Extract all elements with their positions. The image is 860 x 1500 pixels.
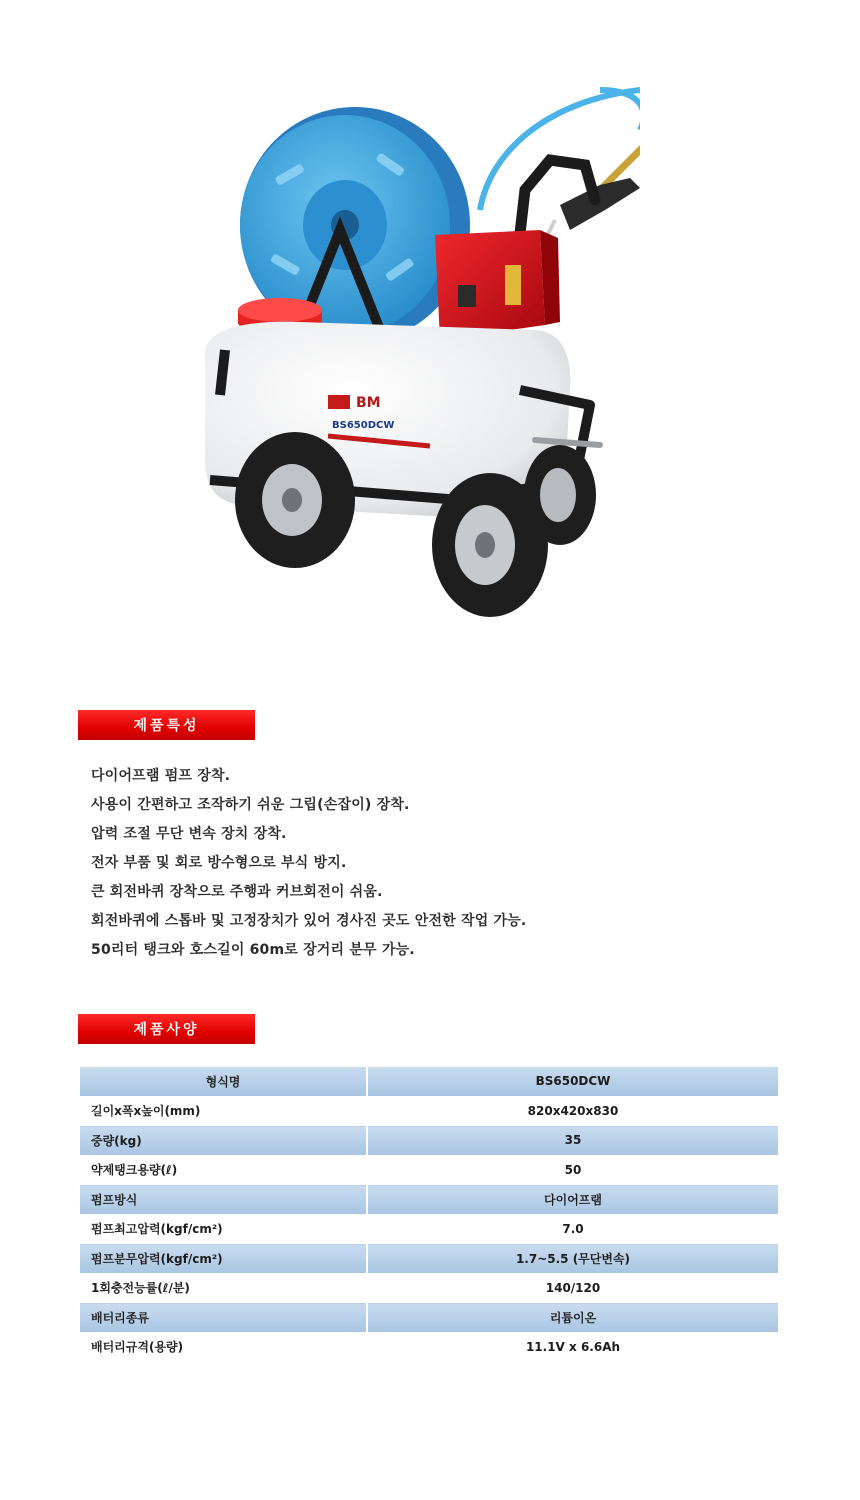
spec-key: 펌프방식: [80, 1185, 366, 1215]
spec-table: [80, 1067, 778, 1362]
table-row: [80, 1244, 778, 1274]
feature-item: 다이어프램 펌프 장착.: [91, 768, 231, 784]
tank-brand-label: BM: [356, 395, 381, 411]
sprayer-illustration: [180, 60, 640, 620]
spec-key: 배터리규격(용량): [80, 1332, 366, 1362]
table-row: [80, 1273, 778, 1303]
spec-value: 820x420x830: [368, 1096, 778, 1126]
feature-item: 회전바퀴에 스톱바 및 고정장치가 있어 경사진 곳도 안전한 작업 가능.: [91, 913, 527, 929]
feature-item: 큰 회전바퀴 장착으로 주행과 커브회전이 쉬움.: [91, 884, 383, 900]
feature-item: 50리터 탱크와 호스길이 60m로 장거리 분무 가능.: [91, 942, 415, 958]
spec-value: 50: [368, 1155, 778, 1185]
spec-key: 길이x폭x높이(mm): [80, 1096, 366, 1126]
features-list: [91, 762, 526, 965]
spec-value: 1.7~5.5 (무단변속): [368, 1244, 778, 1274]
product-image: [180, 60, 640, 620]
spec-value: 7.0: [368, 1214, 778, 1244]
spec-value: 11.1V x 6.6Ah: [368, 1332, 778, 1362]
tank-model-label: BS650DCW: [332, 420, 395, 431]
table-row: [80, 1185, 778, 1215]
spec-value: 다이어프램: [368, 1185, 778, 1215]
table-row: [80, 1303, 778, 1333]
table-row: [80, 1126, 778, 1156]
spec-value: 35: [368, 1126, 778, 1156]
spec-value: 140/120: [368, 1273, 778, 1303]
spec-key: 펌프최고압력(kgf/cm²): [80, 1214, 366, 1244]
table-row: [80, 1214, 778, 1244]
feature-item: 전자 부품 및 회로 방수형으로 부식 방지.: [91, 855, 347, 871]
spec-key: 펌프분무압력(kgf/cm²): [80, 1244, 366, 1274]
specs-section-header: 제품사양: [78, 1014, 255, 1044]
spec-value: 리튬이온: [368, 1303, 778, 1333]
table-row: [80, 1067, 778, 1096]
spec-key: 약제탱크용량(ℓ): [80, 1155, 366, 1185]
spec-value: BS650DCW: [368, 1067, 778, 1096]
feature-item: 압력 조절 무단 변속 장치 장착.: [91, 826, 287, 842]
spec-key: 형식명: [80, 1067, 366, 1096]
table-row: [80, 1155, 778, 1185]
features-section-header: 제품특성: [78, 710, 255, 740]
spec-key: 중량(kg): [80, 1126, 366, 1156]
table-row: [80, 1332, 778, 1362]
spec-key: 1회충전능률(ℓ/분): [80, 1273, 366, 1303]
spec-key: 배터리종류: [80, 1303, 366, 1333]
table-row: [80, 1096, 778, 1126]
feature-item: 사용이 간편하고 조작하기 쉬운 그립(손잡이) 장착.: [91, 797, 410, 813]
